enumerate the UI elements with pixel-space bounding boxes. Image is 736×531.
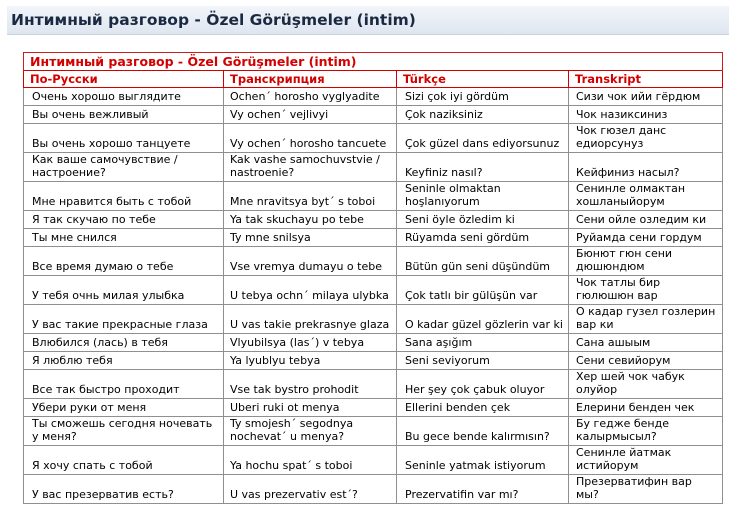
cell-transcription: Vse vremya dumayu o tebe (224, 247, 397, 276)
cell-transkript: Сени севийорум (569, 352, 723, 370)
table-row (24, 182, 723, 211)
cell-turkish: Keyfiniz nasıl? (397, 153, 569, 182)
table-row (24, 124, 723, 153)
cell-russian: Вы очень вежливый (24, 106, 224, 124)
table-row (24, 399, 723, 417)
page-title: Интимный разговор - Özel Görüşmeler (intim) (11, 11, 416, 29)
table-row (24, 153, 723, 182)
page-header (7, 6, 729, 35)
table-row (24, 88, 723, 106)
cell-transcription: Ty mne snilsya (224, 229, 397, 247)
cell-transkript: Кейфиниз насыл? (569, 153, 723, 182)
cell-russian: Все так быстро проходит (24, 370, 224, 399)
table-header-row (24, 71, 723, 88)
column-header-transkript: Transkript (569, 71, 723, 88)
cell-turkish: Her şey çok çabuk oluyor (397, 370, 569, 399)
cell-transcription: Ya lyublyu tebya (224, 352, 397, 370)
cell-turkish: Ellerini benden çek (397, 399, 569, 417)
cell-transkript: Презерватифин вар мы? (569, 475, 723, 504)
phrasebook-table (23, 52, 723, 504)
cell-russian: Я люблю тебя (24, 352, 224, 370)
cell-transcription: Ty smojesh´ segodnya nochevat´ u menya? (224, 417, 397, 446)
cell-turkish: Seninle olmaktan hoşlanıyorum (397, 182, 569, 211)
cell-turkish: Sana aşığım (397, 334, 569, 352)
table-row (24, 276, 723, 305)
table-body (24, 88, 723, 504)
cell-transcription: Ya tak skuchayu po tebe (224, 211, 397, 229)
table-title: Интимный разговор - Özel Görüşmeler (intim) (24, 53, 723, 71)
table-row (24, 334, 723, 352)
phrasebook-table-container (23, 52, 722, 504)
column-header-transcription: Транскрипция (224, 71, 397, 88)
cell-transkript: О кадар гузел гозлерин вар ки (569, 305, 723, 334)
cell-transkript: Сенинле олмактан хошланыйорум (569, 182, 723, 211)
cell-russian: Убери руки от меня (24, 399, 224, 417)
cell-transcription: Vse tak bystro prohodit (224, 370, 397, 399)
cell-russian: У вас такие прекрасные глаза (24, 305, 224, 334)
table-row (24, 247, 723, 276)
cell-transkript: Сени ойле озледим ки (569, 211, 723, 229)
table-row (24, 475, 723, 504)
cell-russian: Ты сможешь сегодня ночевать у меня? (24, 417, 224, 446)
cell-transkript: Бу гедже бенде калырмысыл? (569, 417, 723, 446)
cell-transcription: Vy ochen´ horosho tancuete (224, 124, 397, 153)
cell-transcription: Vy ochen´ vejlivyi (224, 106, 397, 124)
cell-russian: Мне нравится быть с тобой (24, 182, 224, 211)
table-row (24, 417, 723, 446)
cell-russian: Вы очень хорошо танцуете (24, 124, 224, 153)
cell-transkript: Чок татлы бир гюлюшюн вар (569, 276, 723, 305)
table-title-row (24, 53, 723, 71)
cell-transkript: Сана ашыым (569, 334, 723, 352)
cell-transcription: U tebya ochn´ milaya ulybka (224, 276, 397, 305)
cell-transkript: Сенинле йатмак истийорум (569, 446, 723, 475)
cell-russian: Очень хорошо выглядите (24, 88, 224, 106)
cell-transkript: Руйамда сени гордум (569, 229, 723, 247)
cell-transkript: Елерини бенден чек (569, 399, 723, 417)
cell-transcription: Uberi ruki ot menya (224, 399, 397, 417)
cell-transcription: Vlyubilsya (las´) v tebya (224, 334, 397, 352)
cell-russian: Влюбился (лась) в тебя (24, 334, 224, 352)
cell-turkish: Sizi çok iyi gördüm (397, 88, 569, 106)
cell-transcription: Ya hochu spat´ s toboi (224, 446, 397, 475)
column-header-turkish: Türkçe (397, 71, 569, 88)
cell-russian: У вас презерватив есть? (24, 475, 224, 504)
cell-turkish: Çok tatlı bir gülüşün var (397, 276, 569, 305)
cell-turkish: Seni öyle özledim ki (397, 211, 569, 229)
cell-transcription: Mne nravitsya byt´ s toboi (224, 182, 397, 211)
cell-russian: Все время думаю о тебе (24, 247, 224, 276)
cell-turkish: Çok naziksiniz (397, 106, 569, 124)
cell-russian: Ты мне снился (24, 229, 224, 247)
cell-transkript: Хер шей чок чабук олуйор (569, 370, 723, 399)
cell-turkish: Prezervatifin var mı? (397, 475, 569, 504)
cell-turkish: Seninle yatmak istiyorum (397, 446, 569, 475)
table-row (24, 446, 723, 475)
cell-turkish: Bütün gün seni düşündüm (397, 247, 569, 276)
cell-russian: У тебя очнь милая улыбка (24, 276, 224, 305)
cell-transkript: Чок назиксиниз (569, 106, 723, 124)
cell-turkish: Bu gece bende kalırmısın? (397, 417, 569, 446)
cell-transcription: Ochen´ horosho vyglyadite (224, 88, 397, 106)
cell-russian: Я так скучаю по тебе (24, 211, 224, 229)
table-row (24, 305, 723, 334)
table-row (24, 370, 723, 399)
cell-turkish: Seni seviyorum (397, 352, 569, 370)
cell-transcription: Kak vashe samochuvstvie / nastroenie? (224, 153, 397, 182)
cell-turkish: O kadar güzel gözlerin var ki (397, 305, 569, 334)
cell-turkish: Rüyamda seni gördüm (397, 229, 569, 247)
table-row (24, 352, 723, 370)
cell-transkript: Сизи чок ийи гёрдюм (569, 88, 723, 106)
column-header-russian: По-Русски (24, 71, 224, 88)
table-row (24, 211, 723, 229)
cell-transcription: U vas prezervativ est´? (224, 475, 397, 504)
cell-russian: Я хочу спать с тобой (24, 446, 224, 475)
table-row (24, 229, 723, 247)
cell-transkript: Чок гюзел данс едиорсунуз (569, 124, 723, 153)
cell-transcription: U vas takie prekrasnye glaza (224, 305, 397, 334)
cell-turkish: Çok güzel dans ediyorsunuz (397, 124, 569, 153)
cell-transkript: Бюнют гюн сени дюшюндюм (569, 247, 723, 276)
cell-russian: Как ваше самочувствие / настроение? (24, 153, 224, 182)
table-row (24, 106, 723, 124)
